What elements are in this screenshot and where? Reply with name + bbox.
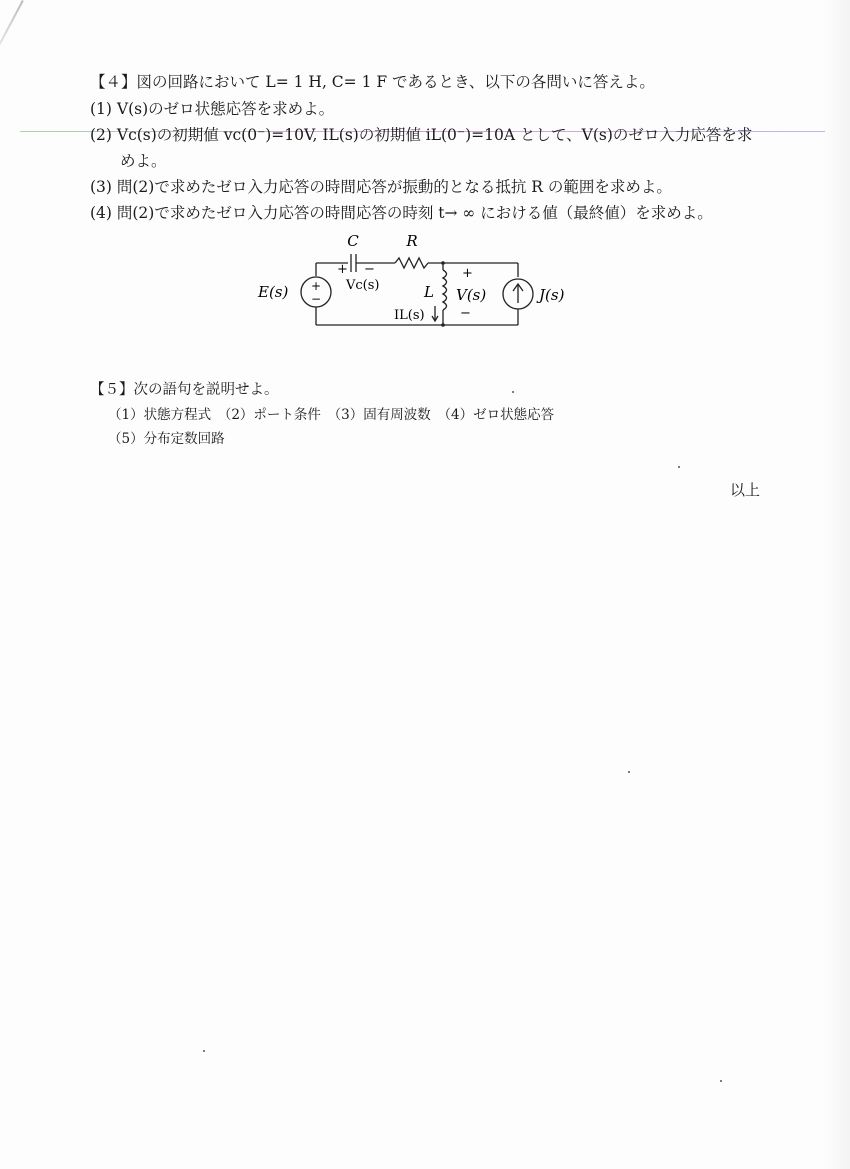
q4-item-3: (3) 問(2)で求めたゼロ入力応答の時間応答が振動的となる抵抗 R の範囲を求めよ。 xyxy=(90,178,672,196)
scan-speck xyxy=(512,391,514,393)
closing-text: 以上 xyxy=(729,481,760,499)
Vc-minus: − xyxy=(364,262,375,277)
inductor-L xyxy=(443,270,447,310)
V-plus: + xyxy=(462,266,473,281)
source-minus: − xyxy=(310,292,322,306)
label-C: C xyxy=(347,232,359,250)
q4-item-4: (4) 問(2)で求めたゼロ入力応答の時間応答の時刻 t→ ∞ における値（最終値）を求めよ。 xyxy=(90,204,713,222)
resistor-R xyxy=(395,258,428,268)
scan-speck xyxy=(203,1050,205,1052)
label-IL: IL(s) xyxy=(394,308,425,323)
source-plus: + xyxy=(310,279,322,293)
label-L: L xyxy=(424,283,434,301)
label-Vc: Vc(s) xyxy=(346,278,380,293)
scan-edge-mark xyxy=(0,0,24,72)
Vc-plus: + xyxy=(337,262,348,277)
scan-speck xyxy=(678,466,680,468)
q4-item-2-cont: めよ。 xyxy=(120,152,167,170)
scan-speck xyxy=(720,1080,722,1082)
q4-header: 【４】図の回路において L= 1 H, C= 1 F であるとき、以下の各問いに答えよ。 xyxy=(90,73,655,91)
scan-shadow xyxy=(824,0,850,1169)
circuit-diagram xyxy=(250,230,590,340)
label-J: J(s) xyxy=(539,286,565,304)
q5-row-1: （1）状態方程式 （2）ポート条件 （3）固有周波数 （4）ゼロ状態応答 xyxy=(108,407,555,423)
q5-row-2: （5）分布定数回路 xyxy=(108,431,225,447)
q4-item-1: (1) V(s)のゼロ状態応答を求めよ。 xyxy=(90,100,335,118)
V-minus: − xyxy=(460,306,471,321)
scan-speck xyxy=(628,771,630,773)
label-R: R xyxy=(406,232,418,250)
label-V: V(s) xyxy=(456,286,487,304)
q4-item-2: (2) Vc(s)の初期値 vc(0⁻)=10V, IL(s)の初期値 iL(0⁻)=10A として、V(s)のゼロ入力応答を求 xyxy=(90,126,753,144)
q5-header: 【５】次の語句を説明せよ。 xyxy=(90,382,279,398)
label-E: E(s) xyxy=(258,283,289,301)
